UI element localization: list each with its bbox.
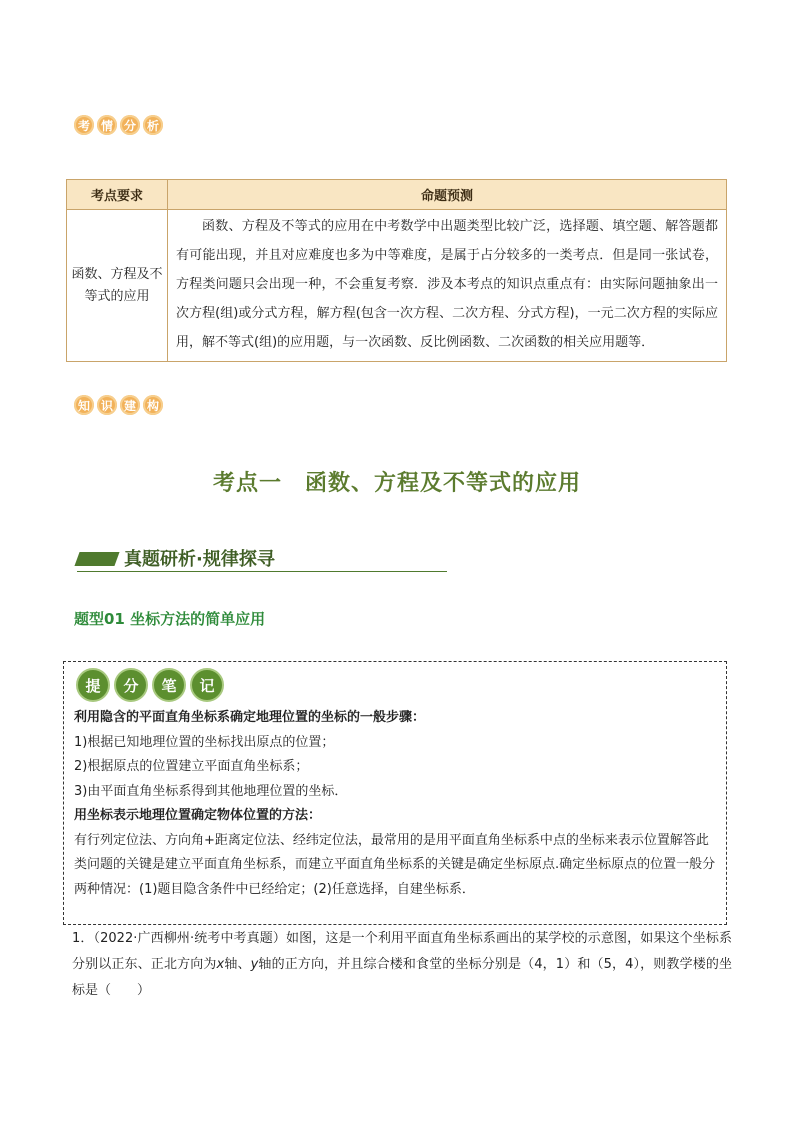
- table-header-row: [67, 180, 727, 210]
- tip-badge-char: 笔: [152, 668, 186, 702]
- prediction-cell: 函数、方程及不等式的应用在中考数学中出题类型比较广泛，选择题、填空题、解答题都有可能出现，并且对应难度也多为中等难度，是属于占分较多的一类考点．但是同一张试卷，方程类问题只会出现一种，不会重复考察．涉及本考点的知识点重点有：由实际问题抽象出一次方程(组)或分式方程，解方程(包含一次方程、二次方程、分式方程)，一元二次方程的实际应用，解不等式(组)的应用题，与一次函数、反比例函数、二次函数的相关应用题等．: [168, 210, 727, 362]
- badge-char: 分: [120, 115, 140, 135]
- question-1: [72, 926, 732, 1004]
- header-requirement: 考点要求: [67, 180, 168, 210]
- tip-step: 3)由平面直角坐标系得到其他地理位置的坐标．: [74, 783, 348, 799]
- tip-badges: [76, 668, 224, 702]
- badge-char: 知: [74, 395, 94, 415]
- section-bar-decoration: [74, 552, 119, 566]
- question-number: 1．: [72, 931, 94, 946]
- tip-badge-char: 分: [114, 668, 148, 702]
- table-row: [67, 210, 727, 362]
- question-source: （2022·广西柳州·统考中考真题）: [93, 931, 287, 946]
- section-label: 真题研析·规律探寻: [124, 549, 275, 570]
- requirement-cell: 函数、方程及不等式的应用: [67, 210, 168, 362]
- tip-badge-char: 提: [76, 668, 110, 702]
- type-title: 题型01 坐标方法的简单应用: [74, 610, 266, 628]
- tip-box: [63, 661, 727, 925]
- header-prediction: 命题预测: [168, 180, 727, 210]
- section-divider: [77, 571, 447, 572]
- exam-analysis-badge: [74, 115, 163, 135]
- kp-title: 考点一 函数、方程及不等式的应用: [212, 471, 581, 496]
- var-y: y: [250, 957, 259, 972]
- badge-char: 考: [74, 115, 94, 135]
- tip-heading-2: 用坐标表示地理位置确定物体位置的方法：: [74, 808, 322, 823]
- question-text: 轴的正方向，并且综合楼和食堂的坐标分别是（4，1）和（5，4），则教学楼的坐标是（ ）: [72, 957, 732, 998]
- question-text: 轴、: [224, 957, 251, 972]
- question-text: 如图，这是一个利用平面直角坐标系画出的某学校的示意图，如果这个坐标系分别以正东、正北方向为: [72, 931, 732, 972]
- badge-char: 构: [143, 395, 163, 415]
- badge-char: 识: [97, 395, 117, 415]
- badge-char: 情: [97, 115, 117, 135]
- badge-char: 析: [143, 115, 163, 135]
- var-x: x: [216, 957, 225, 972]
- badge-char: 建: [120, 395, 140, 415]
- tip-body: 有行列定位法、方向角+距离定位法、经纬定位法，最常用的是用平面直角坐标系中点的坐标来表示位置解答此类问题的关键是建立平面直角坐标系，而建立平面直角坐标系的关键是确定坐标原点.确定坐标原点的位置一般分两种情况：(1)题目隐含条件中已经给定；(2)任意选择，自建坐标系．: [74, 832, 716, 897]
- tip-step: 2)根据原点的位置建立平面直角坐标系；: [74, 759, 309, 774]
- knowledge-construction-badge: [74, 395, 163, 415]
- tip-step: 1)根据已知地理位置的坐标找出原点的位置；: [74, 734, 335, 750]
- tip-text: [74, 706, 719, 902]
- tip-heading-1: 利用隐含的平面直角坐标系确定地理位置的坐标的一般步骤：: [74, 710, 426, 725]
- exam-point-table: [66, 179, 727, 362]
- tip-badge-char: 记: [190, 668, 224, 702]
